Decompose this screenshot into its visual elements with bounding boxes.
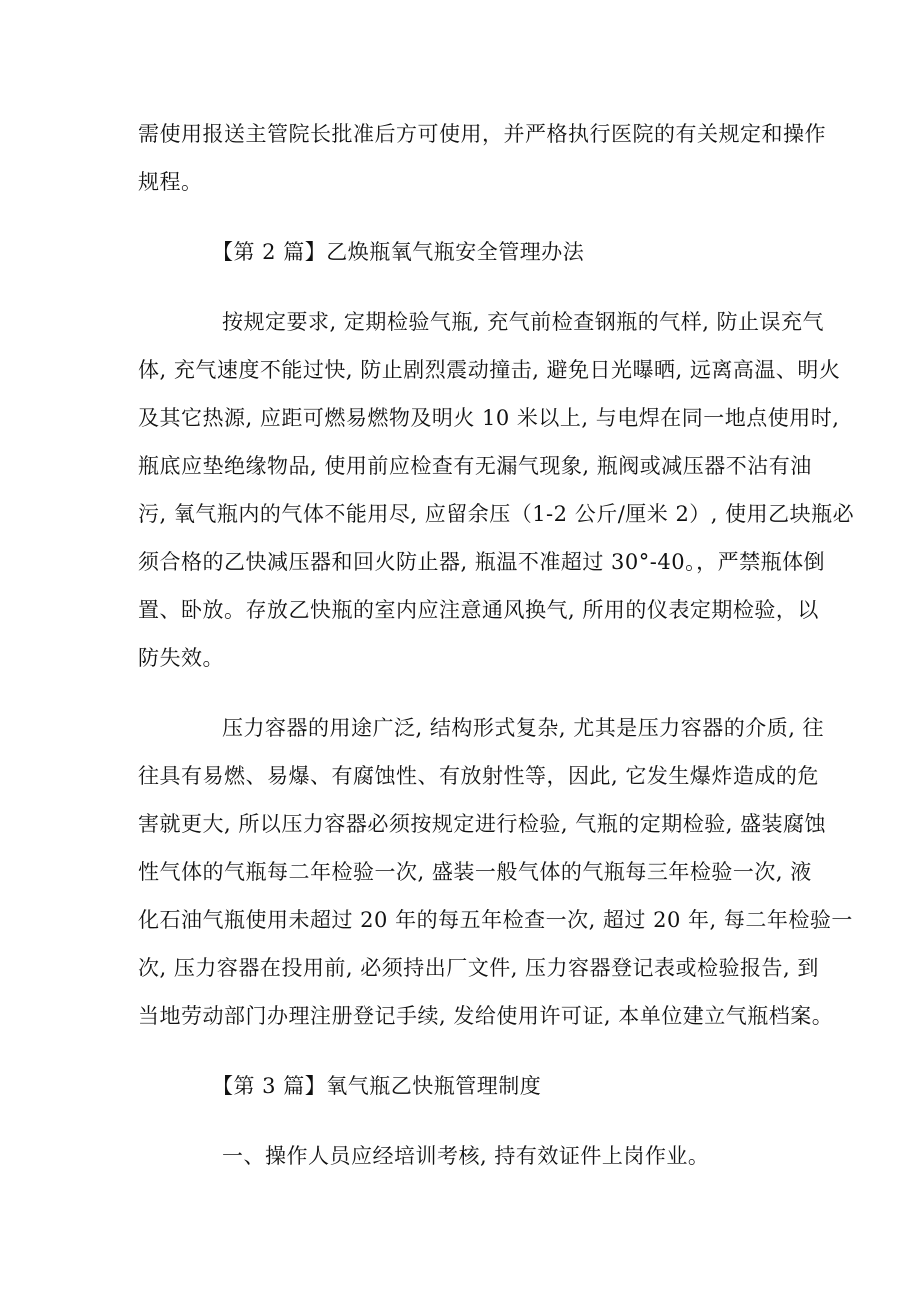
section-2-paragraph-2-line-2: 往具有易燃、易爆、有腐蚀性、有放射性等，因此, 它发生爆炸造成的危 xyxy=(138,764,819,788)
section-2-paragraph-2-line-3: 害就更大, 所以压力容器必须按规定进行检验, 气瓶的定期检验, 盛装腐蚀 xyxy=(138,812,827,836)
section-3-heading: 【第 3 篇】氧气瓶乙快瓶管理制度 xyxy=(212,1074,542,1098)
section-2-paragraph-1-line-4: 瓶底应垫绝缘物品, 使用前应检查有无漏气现象, 瓶阀或减压器不沾有油 xyxy=(138,454,812,478)
section-2-heading: 【第 2 篇】乙焕瓶氧气瓶安全管理办法 xyxy=(212,240,585,264)
continuation-line-1: 需使用报送主管院长批准后方可使用，并严格执行医院的有关规定和操作 xyxy=(138,122,826,146)
section-2-paragraph-2-line-4: 性气体的气瓶每二年检验一次, 盛装一般气体的气瓶每三年检验一次, 液 xyxy=(138,860,812,884)
section-3-item-1: 一、操作人员应经培训考核, 持有效证件上岗作业。 xyxy=(222,1144,710,1168)
section-2-paragraph-1-line-5: 污, 氧气瓶内的气体不能用尽, 应留余压（1-2 公斤/厘米 2）, 使用乙块瓶必 xyxy=(138,502,855,526)
section-2-paragraph-2-line-1: 压力容器的用途广泛, 结构形式复杂, 尤其是压力容器的介质, 往 xyxy=(222,716,825,740)
section-2-paragraph-1-line-1: 按规定要求, 定期检验气瓶, 充气前检查钢瓶的气样, 防止误充气 xyxy=(222,310,825,334)
section-2-paragraph-1-line-2: 体, 充气速度不能过快, 防止剧烈震动撞击, 避免日光曝晒, 远离高温、明火 xyxy=(138,358,841,382)
section-2-paragraph-1-line-3: 及其它热源, 应距可燃易燃物及明火 10 米以上, 与电焊在同一地点使用时, xyxy=(138,406,840,430)
section-2-paragraph-2-line-6: 次, 压力容器在投用前, 必须持出厂文件, 压力容器登记表或检验报告, 到 xyxy=(138,956,819,980)
continuation-line-2: 规程。 xyxy=(138,170,203,194)
section-2-paragraph-2-line-5: 化石油气瓶使用未超过 20 年的每五年检查一次, 超过 20 年, 每二年检验一 xyxy=(138,908,853,932)
section-2-paragraph-2-line-7: 当地劳动部门办理注册登记手续, 发给使用许可证, 本单位建立气瓶档案。 xyxy=(138,1004,834,1028)
section-2-paragraph-1-line-8: 防失效。 xyxy=(138,646,224,670)
section-2-paragraph-1-line-6: 须合格的乙快减压器和回火防止器, 瓶温不准超过 30°-40。，严禁瓶体倒 xyxy=(138,550,826,574)
section-2-paragraph-1-line-7: 置、卧放。存放乙快瓶的室内应注意通风换气, 所用的仪表定期检验，以 xyxy=(138,598,819,622)
